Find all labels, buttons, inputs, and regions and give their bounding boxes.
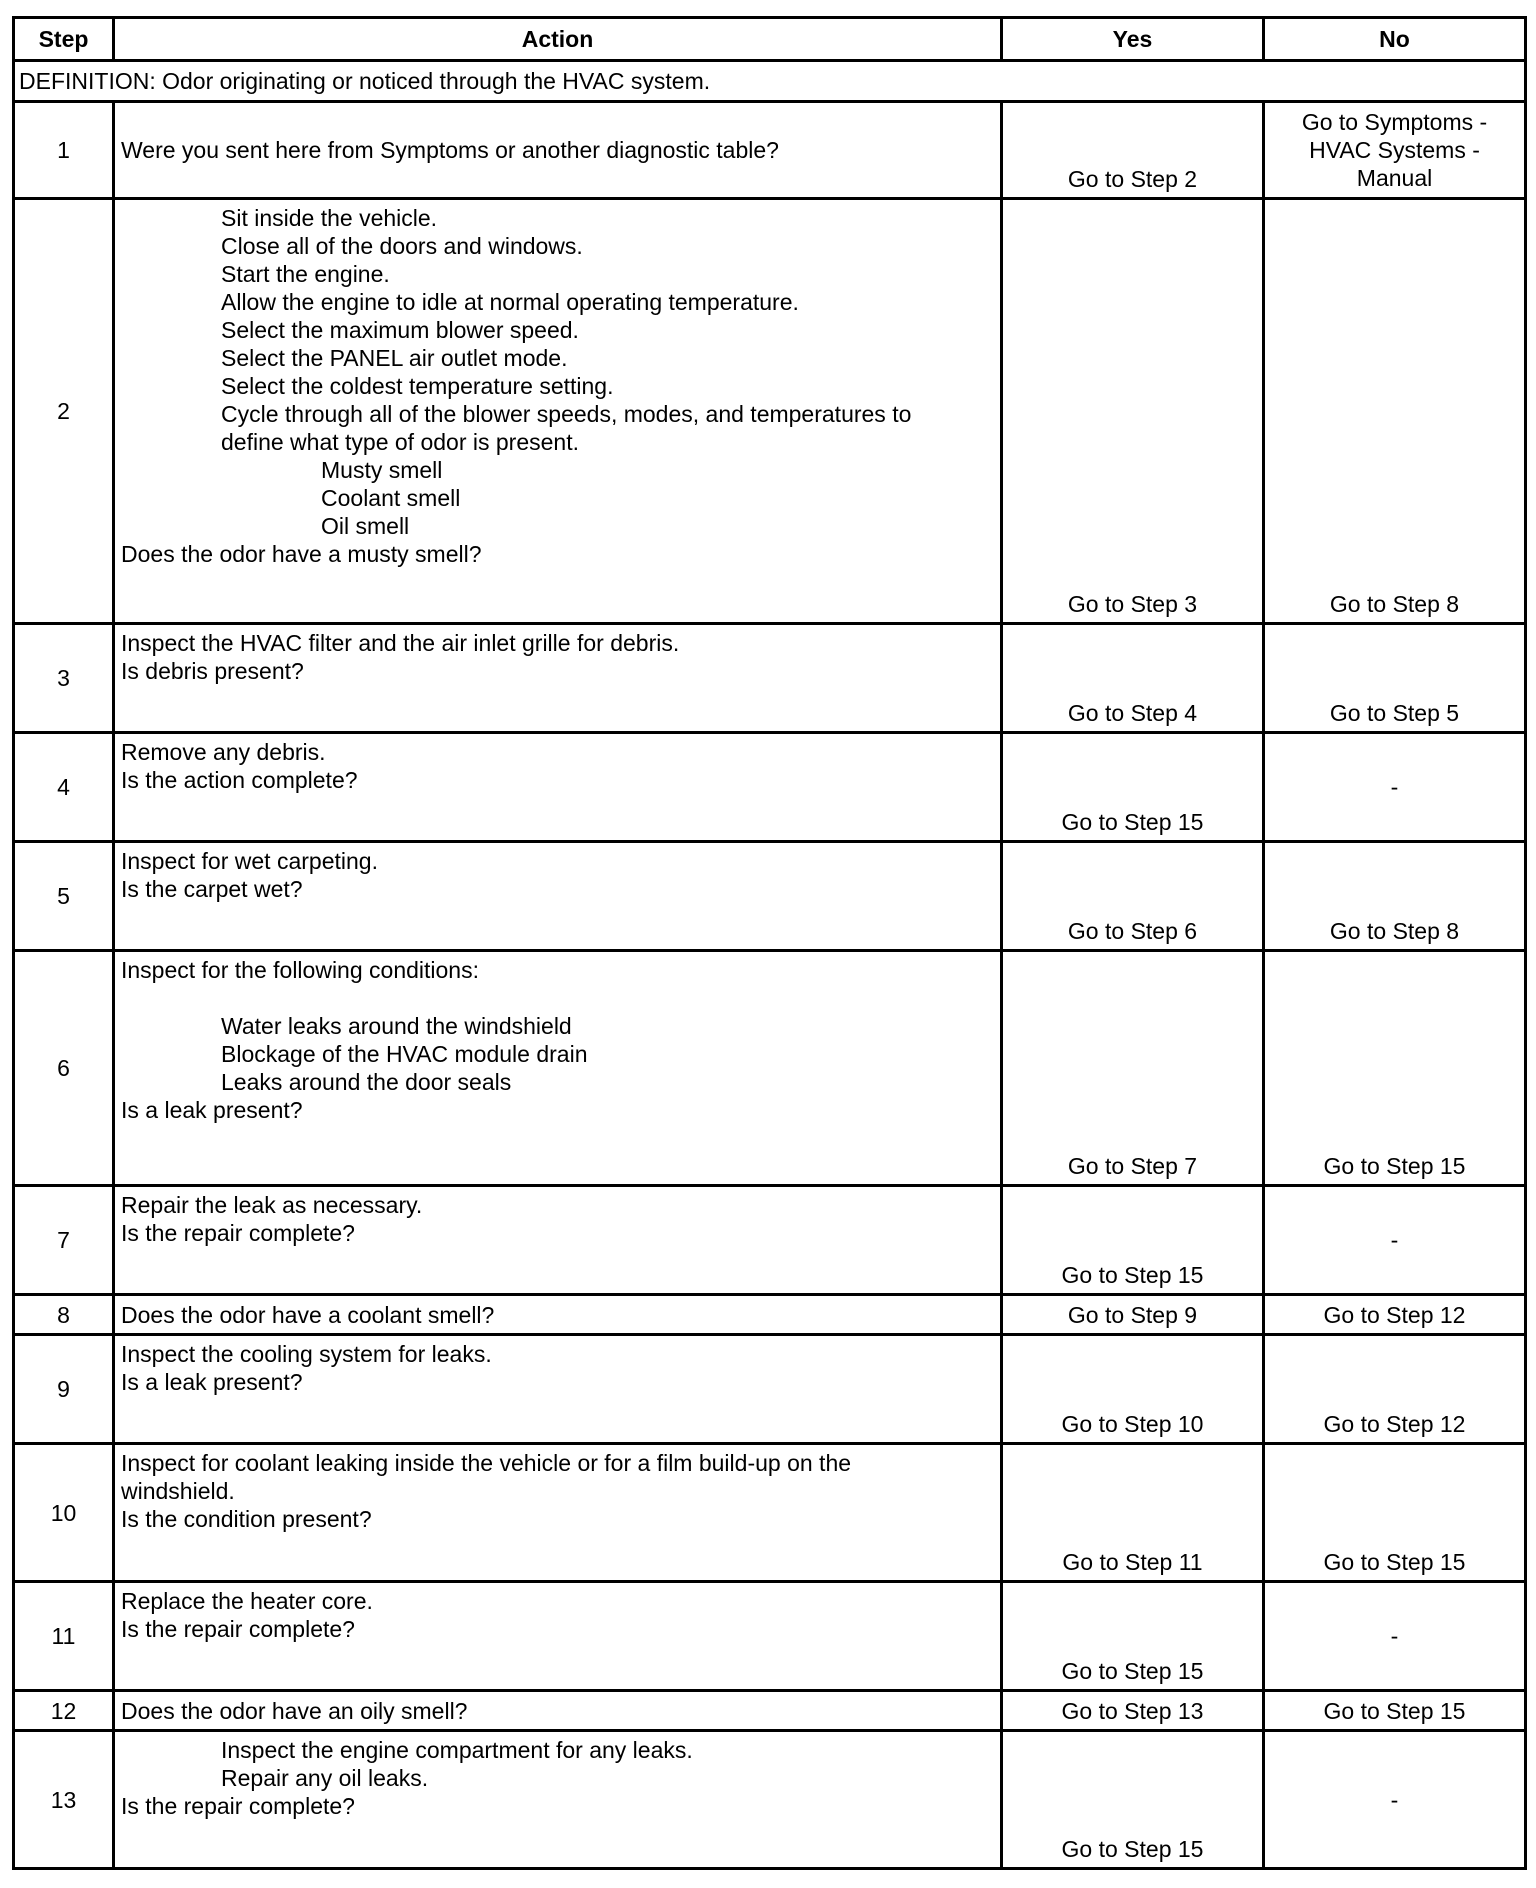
yes-outcome: Go to Step 15	[1002, 1582, 1264, 1691]
yes-outcome: Go to Step 13	[1002, 1691, 1264, 1731]
table-header-row	[14, 18, 1526, 61]
table-row-step-2	[14, 199, 1526, 624]
no-outcome: -	[1264, 1186, 1526, 1295]
step-number: 6	[14, 951, 114, 1186]
diagnostic-table	[12, 16, 1527, 1870]
no-outcome-line: Manual	[1356, 165, 1433, 191]
step-action	[114, 1186, 1002, 1295]
step-number: 2	[14, 199, 114, 624]
step-number: 12	[14, 1691, 114, 1731]
yes-outcome: Go to Step 9	[1002, 1295, 1264, 1335]
table-row-step-9	[14, 1335, 1526, 1444]
action-line: Select the PANEL air outlet mode.	[221, 345, 568, 371]
no-outcome: Go to Step 15	[1264, 951, 1526, 1186]
no-outcome: Go to Step 5	[1264, 624, 1526, 733]
action-line: Allow the engine to idle at normal operating temperature.	[221, 289, 799, 315]
action-line: Close all of the doors and windows.	[221, 233, 583, 259]
step-number: 13	[14, 1731, 114, 1869]
table-row-step-1	[14, 102, 1526, 199]
step-action	[114, 733, 1002, 842]
no-outcome: Go to Step 12	[1264, 1295, 1526, 1335]
action-line: Sit inside the vehicle.	[221, 205, 438, 231]
table-row-step-8	[14, 1295, 1526, 1335]
step-question: Does the odor have a musty smell?	[121, 541, 482, 567]
table-row-step-7	[14, 1186, 1526, 1295]
step-number: 10	[14, 1444, 114, 1582]
step-question: Does the odor have an oily smell?	[114, 1691, 1002, 1731]
no-outcome	[1264, 102, 1526, 199]
action-line: Inspect the cooling system for leaks.	[121, 1341, 492, 1367]
yes-outcome: Go to Step 15	[1002, 733, 1264, 842]
action-line: Inspect for wet carpeting.	[121, 848, 378, 874]
action-line: Repair any oil leaks.	[221, 1765, 429, 1791]
yes-outcome: Go to Step 15	[1002, 1731, 1264, 1869]
step-number: 4	[14, 733, 114, 842]
no-outcome: Go to Step 8	[1264, 199, 1526, 624]
header-action: Action	[114, 18, 1002, 61]
yes-outcome: Go to Step 4	[1002, 624, 1264, 733]
table-row-step-13	[14, 1731, 1526, 1869]
header-no: No	[1264, 18, 1526, 61]
step-action	[114, 951, 1002, 1186]
step-question: Is a leak present?	[121, 1369, 303, 1395]
yes-outcome: Go to Step 15	[1002, 1186, 1264, 1295]
no-outcome: -	[1264, 1582, 1526, 1691]
table-row-step-5	[14, 842, 1526, 951]
step-action	[114, 199, 1002, 624]
no-outcome: Go to Step 12	[1264, 1335, 1526, 1444]
action-line: Inspect the HVAC filter and the air inlet grille for debris.	[121, 630, 680, 656]
table-row-step-12	[14, 1691, 1526, 1731]
step-number: 8	[14, 1295, 114, 1335]
action-line: Cycle through all of the blower speeds, modes, and temperatures to	[221, 401, 912, 427]
step-question: Is the repair complete?	[121, 1616, 355, 1642]
sub-item: Coolant smell	[321, 485, 461, 511]
step-number: 9	[14, 1335, 114, 1444]
no-outcome: Go to Step 15	[1264, 1444, 1526, 1582]
action-line: Inspect for coolant leaking inside the vehicle or for a film build-up on the	[121, 1450, 852, 1476]
step-question: Were you sent here from Symptoms or another diagnostic table?	[114, 102, 1002, 199]
step-question: Is the condition present?	[121, 1506, 372, 1532]
step-action	[114, 1335, 1002, 1444]
sub-item: Leaks around the door seals	[221, 1069, 512, 1095]
action-line: Inspect the engine compartment for any leaks.	[221, 1737, 693, 1763]
step-action	[114, 624, 1002, 733]
yes-outcome: Go to Step 3	[1002, 199, 1264, 624]
action-line: Select the coldest temperature setting.	[221, 373, 614, 399]
action-line: windshield.	[121, 1478, 235, 1504]
sub-item: Blockage of the HVAC module drain	[221, 1041, 588, 1067]
yes-outcome: Go to Step 6	[1002, 842, 1264, 951]
no-outcome: Go to Step 8	[1264, 842, 1526, 951]
yes-outcome: Go to Step 11	[1002, 1444, 1264, 1582]
step-question: Is debris present?	[121, 658, 304, 684]
table-row-step-11	[14, 1582, 1526, 1691]
step-question: Does the odor have a coolant smell?	[114, 1295, 1002, 1335]
no-outcome-line: HVAC Systems -	[1309, 137, 1480, 163]
table-row-step-3	[14, 624, 1526, 733]
action-line: define what type of odor is present.	[221, 429, 579, 455]
step-question: Is the repair complete?	[121, 1220, 355, 1246]
step-action	[114, 1731, 1002, 1869]
table-row-step-10	[14, 1444, 1526, 1582]
action-line: Replace the heater core.	[121, 1588, 373, 1614]
step-number: 7	[14, 1186, 114, 1295]
no-outcome: -	[1264, 733, 1526, 842]
table-row-step-6	[14, 951, 1526, 1186]
header-step: Step	[14, 18, 114, 61]
definition-text: DEFINITION: Odor originating or noticed through the HVAC system.	[14, 61, 1526, 102]
sub-item: Musty smell	[321, 457, 443, 483]
no-outcome-line: Go to Symptoms -	[1301, 109, 1488, 135]
action-line: Remove any debris.	[121, 739, 326, 765]
step-question: Is a leak present?	[121, 1097, 303, 1123]
step-question: Is the carpet wet?	[121, 876, 303, 902]
yes-outcome: Go to Step 7	[1002, 951, 1264, 1186]
no-outcome: Go to Step 15	[1264, 1691, 1526, 1731]
action-line: Start the engine.	[221, 261, 390, 287]
no-outcome: -	[1264, 1731, 1526, 1869]
header-yes: Yes	[1002, 18, 1264, 61]
step-question: Is the action complete?	[121, 767, 358, 793]
action-line: Select the maximum blower speed.	[221, 317, 579, 343]
table-row-step-4	[14, 733, 1526, 842]
step-action	[114, 1444, 1002, 1582]
action-line: Repair the leak as necessary.	[121, 1192, 423, 1218]
definition-row	[14, 61, 1526, 102]
sub-item: Water leaks around the windshield	[221, 1013, 572, 1039]
step-action	[114, 842, 1002, 951]
yes-outcome: Go to Step 10	[1002, 1335, 1264, 1444]
step-number: 1	[14, 102, 114, 199]
yes-outcome: Go to Step 2	[1002, 102, 1264, 199]
step-number: 11	[14, 1582, 114, 1691]
step-action	[114, 1582, 1002, 1691]
step-number: 3	[14, 624, 114, 733]
sub-item: Oil smell	[321, 513, 410, 539]
action-line: Inspect for the following conditions:	[121, 957, 479, 983]
step-number: 5	[14, 842, 114, 951]
step-question: Is the repair complete?	[121, 1793, 355, 1819]
